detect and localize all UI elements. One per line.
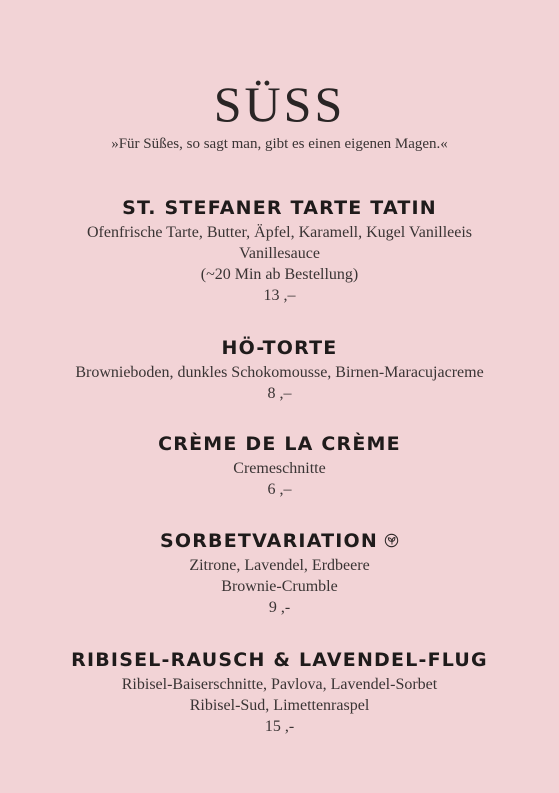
menu-item-description: Ofenfrische Tarte, Butter, Äpfel, Karamell, Kugel Vanilleeis [86,224,473,241]
menu-item-price: 15 ,- [264,718,295,735]
menu-item-creme-de-la-creme [0,432,559,500]
menu-item-note: (~20 Min ab Bestellung) [200,266,359,283]
menu-item-price: 6 ,– [267,481,292,498]
menu-item-description: Zitrone, Lavendel, Erdbeere [189,557,370,574]
page-title: SÜSS [213,76,346,132]
menu-item-price: 8 ,– [267,385,292,402]
menu-item-name: RIBISEL-RAUSCH & LAVENDEL-FLUG [71,649,488,671]
menu-item-name-row [0,529,559,553]
vegan-leaf-icon [384,530,399,545]
menu-item-description: Ribisel-Baiserschnitte, Pavlova, Lavendel-Sorbet [121,676,438,693]
menu-item-tarte-tatin [0,196,559,306]
menu-item-ribisel-rausch [0,648,559,737]
menu-item-sorbetvariation [0,529,559,618]
menu-item-price: 9 ,- [268,599,291,616]
menu-item-price: 13 ,– [263,287,296,304]
menu-item-name: HÖ-TORTE [221,337,338,359]
menu-item-description: Brownieboden, dunkles Schokomousse, Birnen-Maracujacreme [75,364,484,381]
menu-item-name: CRÈME DE LA CRÈME [158,433,401,455]
menu-item-description: Vanillesauce [239,245,320,262]
menu-item-description: Ribisel-Sud, Limettenraspel [189,697,370,714]
menu-item-name: ST. STEFANER TARTE TATIN [122,197,437,219]
menu-item-description: Brownie-Crumble [221,578,338,595]
menu-item-hoe-torte [0,336,559,404]
menu-item-name: SORBETVARIATION [159,530,379,552]
menu-item-description: Cremeschnitte [233,460,326,477]
page-subtitle-quote: »Für Süßes, so sagt man, gibt es einen eigenen Magen.« [111,136,448,152]
